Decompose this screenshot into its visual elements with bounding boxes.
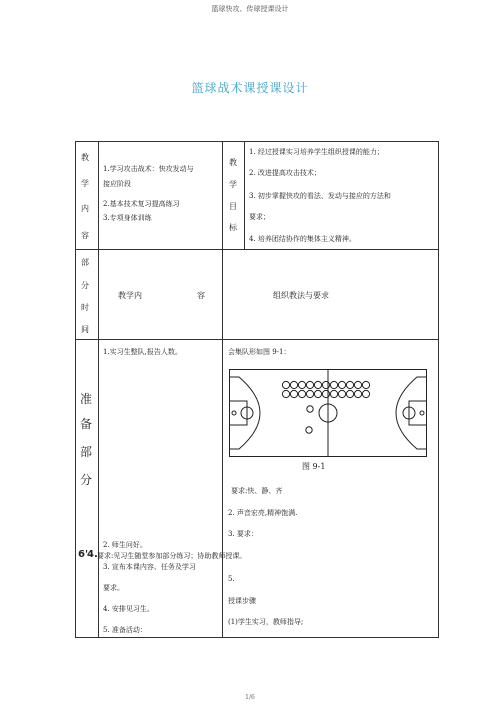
prep-item: 2. 师生问好。 (103, 541, 147, 549)
part-label-4: 间 (81, 325, 89, 334)
prep-label-3: 部 (80, 445, 93, 459)
goal-item: 3. 初步掌握快攻的看法、发动与接应的方法和 (249, 192, 391, 200)
method-text: 3. 要求： (228, 530, 258, 538)
prep-label-2: 备 (80, 417, 93, 431)
part-label-2: 分 (81, 281, 89, 290)
part-label-1: 部 (81, 258, 89, 267)
method-text: 授课步骤 (228, 597, 256, 605)
content-label-4: 容 (81, 231, 89, 240)
method-text: 要求:快、静、齐 (231, 487, 283, 495)
content-item: 3.专项身体训练 (103, 214, 152, 222)
content-label-3: 内 (81, 204, 89, 213)
goal-item: 2. 改进提高攻击技术； (249, 169, 321, 177)
figure-caption: 图 9-1 (302, 462, 326, 471)
goals-label-1: 教 (229, 158, 237, 167)
goals-label-4: 标 (229, 223, 237, 232)
page-number: 1/6 (245, 694, 255, 701)
prep-item: 3. 宣布本课内容、任务及学习 (103, 563, 196, 571)
content-label-2: 学 (81, 179, 89, 188)
prep-label-4: 分 (80, 473, 93, 487)
prep-item: 要求:见习生随堂参加部分练习；协助教师授课。 (97, 552, 247, 560)
goal-item: 要求； (249, 213, 270, 221)
prep-item: 5. 准备活动： (103, 626, 147, 634)
goal-item: 1. 经过授课实习培养学生组织授课的能力； (249, 148, 384, 156)
goals-label-2: 学 (229, 180, 237, 189)
basketball-court-diagram (229, 369, 427, 457)
prep-item: 1.实习生整队,报告人数。 (103, 348, 182, 356)
content-item: 接应阶段 (103, 180, 131, 188)
page-title: 篮球战术课授课设计 (191, 81, 309, 95)
column-header-method: 组织教法与要求 (273, 291, 329, 300)
content-label-1: 教 (81, 153, 89, 162)
content-item: 2.基本技术复习提高练习 (103, 200, 180, 208)
prep-item-number: 4. (87, 549, 98, 560)
method-text: 会集队形如图 9-1： (228, 348, 291, 356)
column-header-content: 教学内 (118, 291, 142, 300)
goal-item: 4. 培养团结协作的集体主义精神。 (249, 235, 356, 243)
part-label-3: 时 (81, 303, 89, 312)
column-header-content-2: 容 (197, 291, 205, 300)
method-text: 2. 声音宏亮,精神饱满. (228, 509, 298, 517)
content-item: 1.学习攻击战术：快攻发动与 (103, 165, 194, 173)
prep-item: 4. 安排见习生。 (103, 605, 154, 613)
page-header: 篮球快攻、传球授课设计 (211, 5, 289, 13)
goals-label-3: 目 (229, 202, 237, 211)
prep-label-1: 准 (80, 392, 93, 406)
method-text: 5. (228, 575, 235, 583)
prep-item: 要求。 (103, 584, 124, 592)
method-text: (1)学生实习，教师指导; (228, 618, 304, 626)
prep-time: 6' (78, 549, 89, 560)
